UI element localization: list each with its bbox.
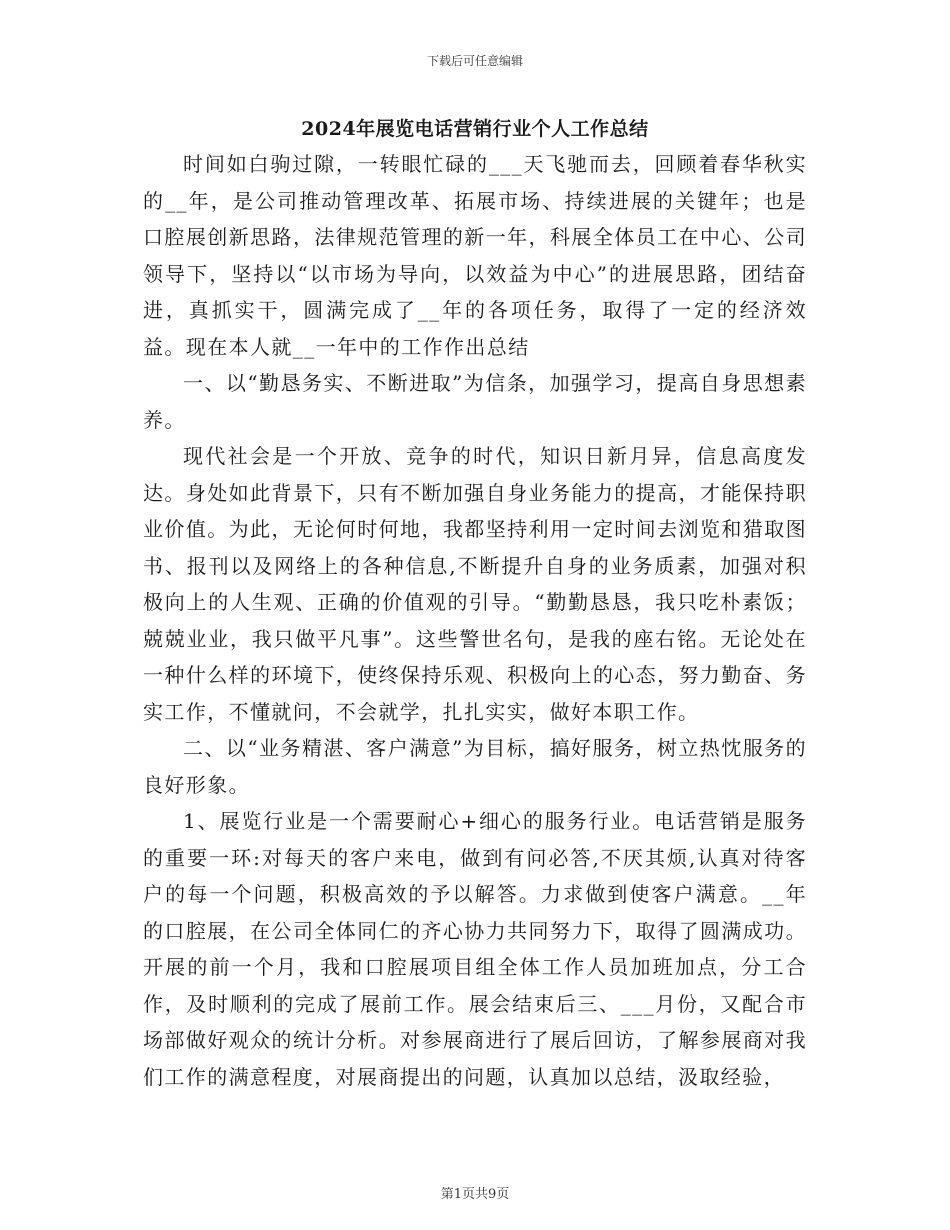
paragraph-learning: 现代社会是一个开放、竞争的时代，知识日新月异，信息高度发达。身处如此背景下，只有不断加强自身业务能力的提高，才能保持职业价值。为此，无论何时何地，我都坚持利用一定时间去浏览和猎取图书、报刊以及网络上的各种信息,不断提升自身的业务质素，加强对积极向上的人生观、正确的价值观的引导。“勤勤恳恳，我只吃朴素饭；兢兢业业，我只做平凡事”。这些警世名句，是我的座右铭。无论处在一种什么样的环境下，使终保持乐观、积极向上的心态，努力勤奋、务实工作，不懂就问，不会就学，扎扎实实，做好本职工作。 bbox=[143, 444, 807, 724]
document-body bbox=[143, 146, 807, 1095]
paragraph-intro: 时间如白驹过隙，一转眼忙碌的___天飞驰而去，回顾着春华秋实的__年，是公司推动管理改革、拓展市场、持续进展的关键年；也是口腔展创新思路，法律规范管理的新一年，科展全体员工在中心、公司领导下，坚持以“以市场为导向，以效益为中心”的进展思路，团结奋进，真抓实干，圆满完成了__年的各项任务，取得了一定的经济效益。现在本人就__一年中的工作作出总结 bbox=[143, 152, 807, 359]
page-number: 第1页共9页 bbox=[440, 1187, 510, 1202]
document-title: 2024年展览电话营销行业个人工作总结 bbox=[301, 118, 649, 140]
section-heading-2: 二、以“业务精湛、客户满意”为目标，搞好服务，树立热忱服务的良好形象。 bbox=[143, 736, 807, 797]
paragraph-service: 1、展览行业是一个需要耐心+细心的服务行业。电话营销是服务的重要一环:对每天的客户来电，做到有问必答,不厌其烦,认真对待客户的每一个问题，积极高效的予以解答。力求做到使客户满意。__年的口腔展，在公司全体同仁的齐心协力共同努力下，取得了圆满成功。开展的前一个月，我和口腔展项目组全体工作人员加班加点，分工合作，及时顺利的完成了展前工作。展会结束后三、___月份，又配合市场部做好观众的统计分析。对参展商进行了展后回访，了解参展商对我们工作的满意程度，对展商提出的问题，认真加以总结，汲取经验， bbox=[143, 809, 807, 1089]
section-heading-1: 一、以“勤恳务实、不断进取”为信条，加强学习，提高自身思想素养。 bbox=[143, 371, 807, 432]
header-note: 下载后可任意编辑 bbox=[426, 54, 523, 68]
